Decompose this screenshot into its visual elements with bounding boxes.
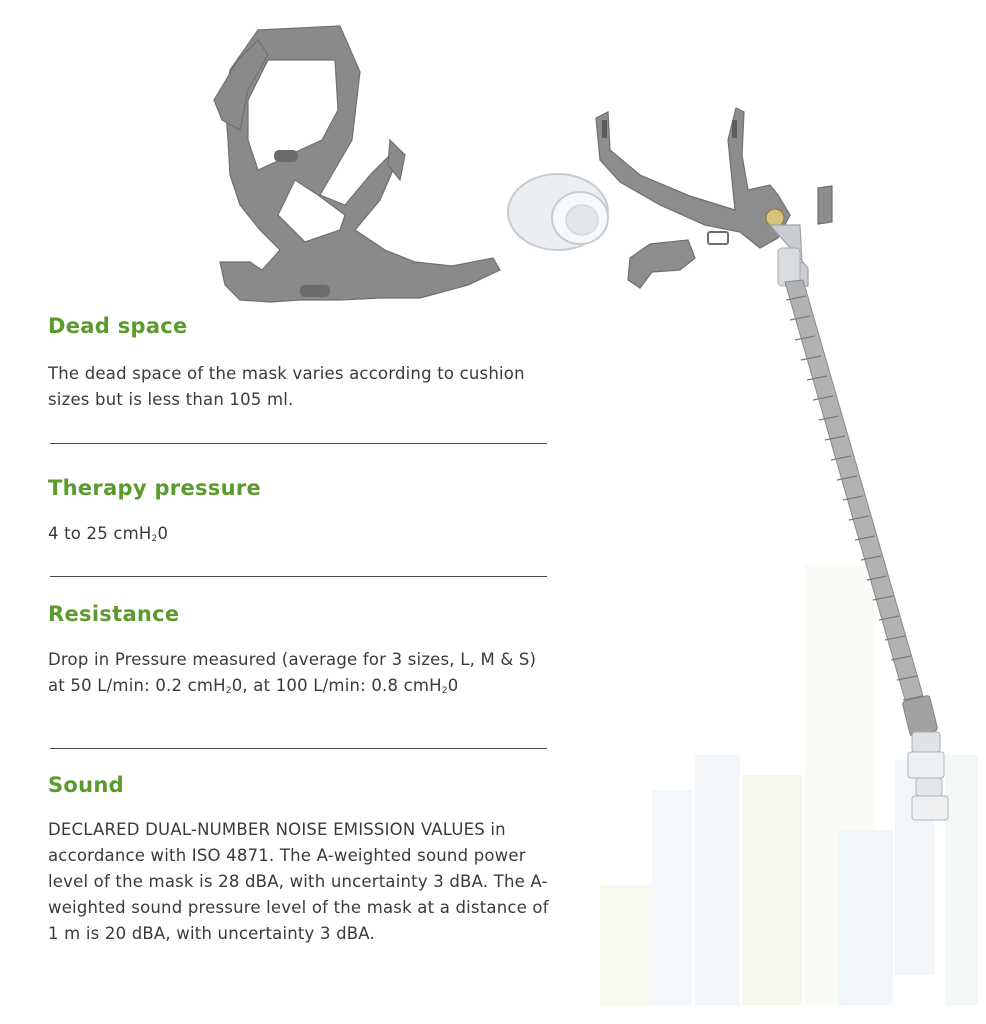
section-title: Resistance bbox=[48, 602, 180, 626]
section-dead-space bbox=[48, 314, 548, 413]
nasal-cushion-icon bbox=[508, 174, 608, 250]
divider bbox=[50, 443, 547, 444]
section-text: The dead space of the mask varies according to cushion sizes but is less than 105 ml. bbox=[48, 364, 525, 409]
section-title: Sound bbox=[48, 773, 124, 797]
section-title: Therapy pressure bbox=[48, 476, 262, 500]
section-title: Dead space bbox=[48, 314, 188, 338]
headgear-straps-icon bbox=[214, 26, 500, 302]
section-text: 4 to 25 cmH$_2$0 bbox=[48, 524, 169, 544]
section-resistance bbox=[48, 602, 548, 704]
section-sound bbox=[48, 773, 548, 947]
divider bbox=[50, 576, 547, 577]
divider bbox=[50, 748, 547, 749]
section-therapy-pressure bbox=[48, 476, 548, 552]
section-text: Drop in Pressure measured (average for 3 sizes, L, M & S) at 50 L/min: 0.2 cmH$_2$0, at 100 L/min: 0.8 cmH$_2$0 bbox=[48, 650, 537, 696]
section-text: DECLARED DUAL-NUMBER NOISE EMISSION VALUES in accordance with ISO 4871. The A-weighted sound power level of the mask is 28 dBA, with uncertainty 3 dBA. The A-weighted sound pressure level of the mask at a distance of 1 m is 20 dBA, with uncertainty 3 dBA. bbox=[48, 820, 549, 943]
